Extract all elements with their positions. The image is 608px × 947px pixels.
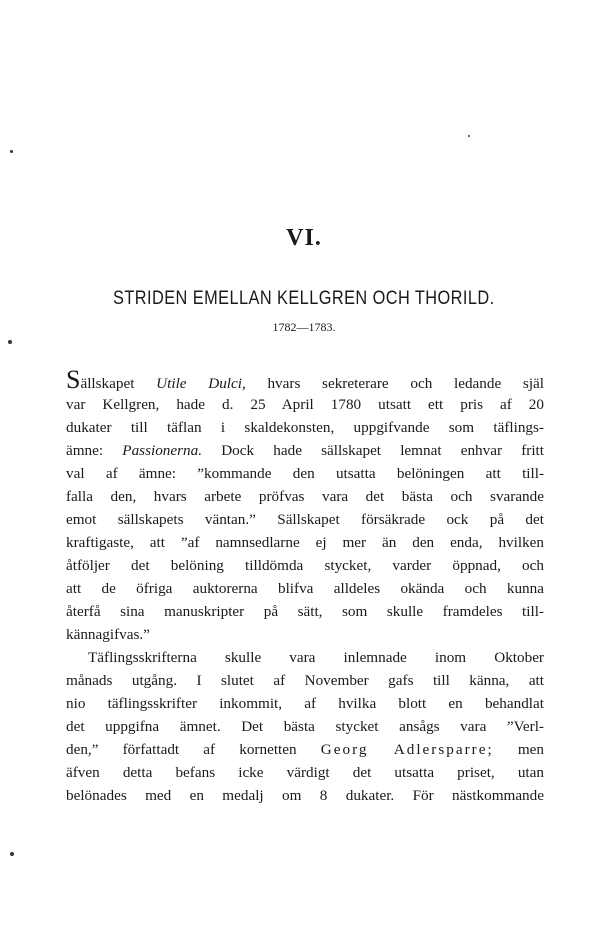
text-line: kraftigaste, att ”af namnsedlarne ej mer än den enda, hvilken [66,534,544,551]
print-speck [468,135,470,137]
text-line: månads utgång. I slutet af November gafs till känna, att [66,672,544,689]
text-line: kännagifvas.” [66,626,150,643]
text-line: äfven detta befans icke värdigt det utsatta priset, utan [66,764,544,781]
text-line: återfå sina manuskripter på sätt, som skulle framdeles till- [66,603,544,620]
text-line: Sällskapet Utile Dulci, hvars sekreterare och ledande själ [66,365,544,394]
drop-cap: S [66,365,81,394]
text-line: emot sällskapets väntan.” Sällskapet försäkrade ock på det [66,511,544,528]
text-line: åtföljer det belöning tilldömda stycket, varder öppnad, och [66,557,544,574]
body-text [66,365,544,807]
text-line: dukater till täflan i skaldekonsten, uppgifvande som täflings- [66,419,544,436]
text-line: falla den, hvars arbete pröfvas vara det bästa och svarande [66,488,544,505]
text-line: belönades med en medalj om 8 dukater. För nästkommande [66,787,544,804]
chapter-number: VI. [286,225,322,251]
print-speck [10,852,14,856]
print-speck [10,150,13,153]
chapter-title: STRIDEN EMELLAN KELLGREN OCH THORILD. [113,288,495,309]
text-line: ämne: Passionerna. Dock hade sällskapet lemnat enhvar fritt [66,442,544,459]
chapter-years: 1782—1783. [272,320,336,334]
print-speck [8,340,12,344]
text-line: val af ämne: ”kommande den utsatta belöningen att till- [66,465,544,482]
text-line: att de öfriga auktorerna blifva alldeles okända och kunna [66,580,544,597]
text-line: det uppgifna ämnet. Det bästa stycket ansågs vara ”Verl- [66,718,544,735]
text-line: nio täflingsskrifter inkommit, af hvilka blott en behandlat [66,695,544,712]
text-line: var Kellgren, hade d. 25 April 1780 utsatt ett pris af 20 [66,396,544,413]
text-line: Täflingsskrifterna skulle vara inlemnade inom Oktober [88,649,544,666]
text-line: den,” författadt af kornetten Georg Adlersparre; men [66,741,544,758]
